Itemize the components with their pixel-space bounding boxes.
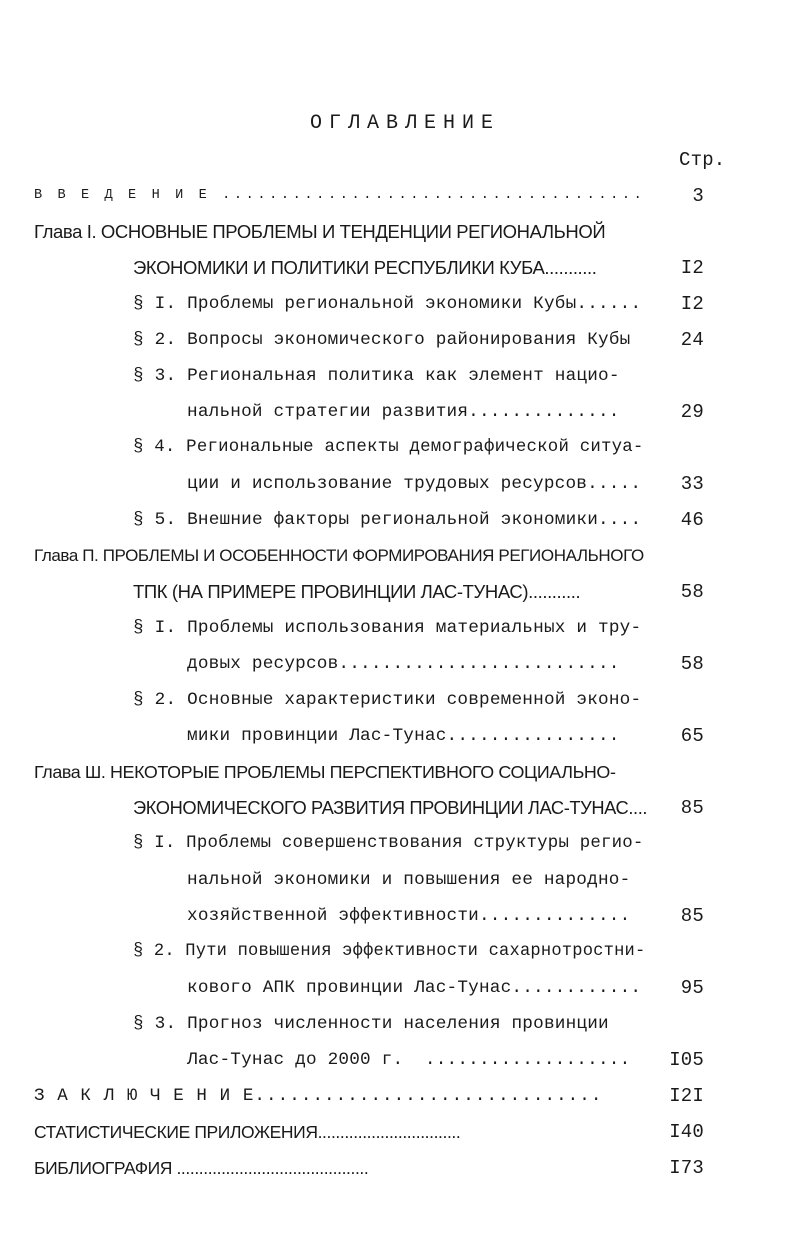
- toc-section-2-2-cont: мики провинции Лас-Тунас................: [187, 726, 620, 746]
- toc-entry-conclusion: З А К Л Ю Ч Е Н И Е..............................: [34, 1086, 603, 1106]
- toc-page-number: [654, 544, 704, 568]
- toc-chapter-3-heading-cont: ЭКОНОМИЧЕСКОГО РАЗВИТИЯ ПРОВИНЦИИ ЛАС-ТУНАС....: [133, 797, 648, 818]
- toc-section-3-3: § 3. Прогноз численности населения провинции: [133, 1014, 609, 1034]
- toc-section-3-3-cont: Лас-Тунас до 2000 г. ...................: [187, 1050, 631, 1070]
- toc-page-number: I05: [669, 1049, 704, 1071]
- toc-page-number: I2: [680, 293, 704, 315]
- toc-section-1-5: § 5. Внешние факторы региональной экономики....: [133, 510, 642, 530]
- toc-entry-introduction: В В Е Д Е Н И Е ....................................: [34, 188, 646, 203]
- toc-page-number: [654, 940, 704, 964]
- toc-page-number: 3: [692, 185, 704, 207]
- toc-page-number: [654, 436, 704, 460]
- toc-page-number: [654, 616, 704, 640]
- toc-page-number: 85: [680, 905, 704, 927]
- toc-page-number: [654, 220, 704, 244]
- toc-chapter-3-heading: Глава Ш. НЕКОТОРЫЕ ПРОБЛЕМЫ ПЕРСПЕКТИВНОГО СОЦИАЛЬНО-: [34, 762, 616, 782]
- toc-section-3-1-cont: нальной экономики и повышения ее народно-: [187, 870, 631, 890]
- toc-chapter-2-heading: Глава П. ПРОБЛЕМЫ И ОСОБЕННОСТИ ФОРМИРОВАНИЯ РЕГИОНАЛЬНОГО: [34, 546, 644, 565]
- toc-section-1-1: § I. Проблемы региональной экономики Кубы......: [133, 294, 642, 314]
- toc-chapter-2-heading-cont: ТПК (НА ПРИМЕРЕ ПРОВИНЦИИ ЛАС-ТУНАС)...........: [133, 581, 581, 602]
- toc-entry-bibliography: БИБЛИОГРАФИЯ ...........................................: [34, 1158, 369, 1178]
- toc-section-1-4-cont: ции и использование трудовых ресурсов.....: [187, 474, 642, 494]
- toc-section-1-3-cont: нальной стратегии развития..............: [187, 402, 620, 422]
- toc-page-number: 65: [680, 725, 704, 747]
- toc-page-number: 24: [680, 329, 704, 351]
- toc-section-1-4: § 4. Региональные аспекты демографической ситуа-: [133, 438, 644, 457]
- toc-chapter-1-heading: Глава I. ОСНОВНЫЕ ПРОБЛЕМЫ И ТЕНДЕНЦИИ РЕГИОНАЛЬНОЙ: [34, 221, 606, 242]
- toc-entry-appendices: СТАТИСТИЧЕСКИЕ ПРИЛОЖЕНИЯ................................: [34, 1122, 461, 1142]
- toc-page-number: 33: [680, 473, 704, 495]
- toc-page-number: [654, 364, 704, 388]
- toc-section-2-2: § 2. Основные характеристики современной эконо-: [133, 690, 642, 710]
- toc-page-number: I2I: [669, 1085, 704, 1107]
- toc-page-number: I73: [669, 1157, 704, 1179]
- toc-page-number: [654, 760, 704, 784]
- toc-section-2-1: § I. Проблемы использования материальных и тру-: [133, 618, 642, 638]
- toc-section-3-2-cont: кового АПК провинции Лас-Тунас............: [187, 978, 642, 998]
- toc-chapter-1-heading-cont: ЭКОНОМИКИ И ПОЛИТИКИ РЕСПУБЛИКИ КУБА...........: [133, 257, 597, 278]
- toc-page-number: [654, 1012, 704, 1036]
- toc-page-number: [654, 688, 704, 712]
- toc-page-number: 58: [680, 653, 704, 675]
- toc-section-1-2: § 2. Вопросы экономического районирования Кубы: [133, 330, 631, 350]
- toc-page-number: I2: [680, 257, 704, 279]
- toc-section-3-2: § 2. Пути повышения эффективности сахарнотростни-: [133, 942, 646, 961]
- toc-section-3-1-cont2: хозяйственной эффективности..............: [187, 906, 631, 926]
- toc-page-number: I40: [669, 1121, 704, 1143]
- toc-page-number: 29: [680, 401, 704, 423]
- toc-page-number: 95: [680, 977, 704, 999]
- toc-section-3-1: § I. Проблемы совершенствования структуры регио-: [133, 834, 644, 853]
- toc-page-number: 85: [680, 797, 704, 819]
- toc-section-2-1-cont: довых ресурсов..........................: [187, 654, 620, 674]
- page-column-label: Стр.: [679, 149, 726, 171]
- toc-page-number: [654, 832, 704, 856]
- toc-page-number: 58: [680, 581, 704, 603]
- toc-page-number: 46: [680, 509, 704, 531]
- toc-page-number: [654, 868, 704, 892]
- toc-section-1-3: § 3. Региональная политика как элемент нацио-: [133, 366, 620, 386]
- page-title: ОГЛАВЛЕНИЕ: [309, 112, 501, 135]
